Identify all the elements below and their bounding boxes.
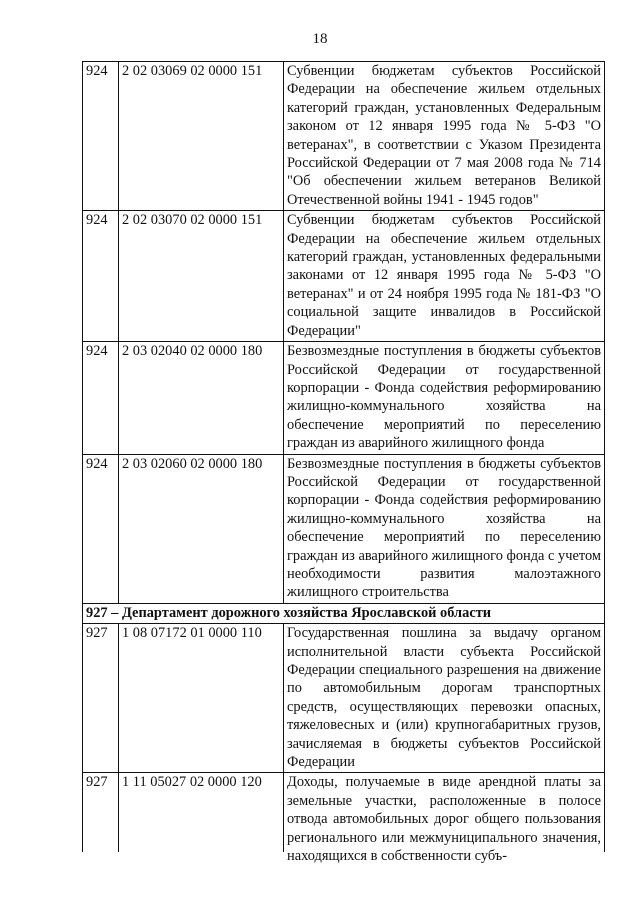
budget-classification-code-cell: 1 11 05027 02 0000 120 [119,773,284,853]
administrator-code-cell: 927 [83,773,119,853]
revenue-name-cell: Безвозмездные поступления в бюджеты субъектов Российской Федерации от государственной корпорации - Фонда содействия реформированию жилищно-коммунального хозяйства на обеспечение мероприятий по переселению граждан из аварийного жилищного фонда с учетом необходимости развития малоэтажного жилищного строительства [284,454,605,603]
budget-classification-code-cell: 2 03 02060 02 0000 180 [119,454,284,603]
budget-classification-code-cell: 1 08 07172 01 0000 110 [119,624,284,773]
budget-classification-code-cell: 2 02 03070 02 0000 151 [119,211,284,342]
administrator-code-cell: 924 [83,342,119,454]
table-row [83,624,605,773]
table-row [83,773,605,853]
revenue-name-cell [284,773,605,865]
revenue-name-text: Доходы, получаемые в виде арендной платы за земельные участки, расположенные в полосе отвода автомобильных дорог общего пользования регионального или межмуниципального значения, находящихся в собственности субъ- [287,774,601,865]
department-section-title: 927 – Департамент дорожного хозяйства Ярославской области [83,603,605,623]
section-header-row [83,603,605,623]
revenue-name-cell: Субвенции бюджетам субъектов Российской Федерации на обеспечение жильем отдельных категорий граждан, установленных Федеральным законом от 12 января 1995 года № 5-ФЗ "О ветеранах", в соответствии с Указом Президента Российской Федерации от 7 мая 2008 года № 714 "Об обеспечении жильем ветеранов Великой Отечественной войны 1941 - 1945 годов" [284,62,605,211]
budget-classification-code-cell: 2 03 02040 02 0000 180 [119,342,284,454]
administrator-code-cell: 927 [83,624,119,773]
revenue-name-cell: Субвенции бюджетам субъектов Российской Федерации на обеспечение жильем отдельных категорий граждан, установленных федеральными законами от 12 января 1995 года № 5-ФЗ "О ветеранах" и от 24 ноября 1995 года № 181-ФЗ "О социальной защите инвалидов в Российской Федерации" [284,211,605,342]
budget-classification-code-cell: 2 02 03069 02 0000 151 [119,62,284,211]
table-row [83,211,605,342]
revenue-name-cell: Государственная пошлина за выдачу органом исполнительной власти субъекта Российской Федерации специального разрешения на движение по автомобильным дорогам транспортных средств, осуществляющих перевозки опасных, тяжеловесных и (или) крупногабаритных грузов, зачисляемая в бюджеты субъектов Российской Федерации [284,624,605,773]
revenue-name-cell: Безвозмездные поступления в бюджеты субъектов Российской Федерации от государственной корпорации - Фонда содействия реформированию жилищно-коммунального хозяйства на обеспечение мероприятий по переселению граждан из аварийного жилищного фонда [284,342,605,454]
budget-revenue-table [82,61,605,865]
table-row [83,342,605,454]
table-row [83,454,605,603]
table-row [83,62,605,211]
administrator-code-cell: 924 [83,454,119,603]
administrator-code-cell: 924 [83,211,119,342]
page-number: 18 [312,31,328,47]
administrator-code-cell: 924 [83,62,119,211]
